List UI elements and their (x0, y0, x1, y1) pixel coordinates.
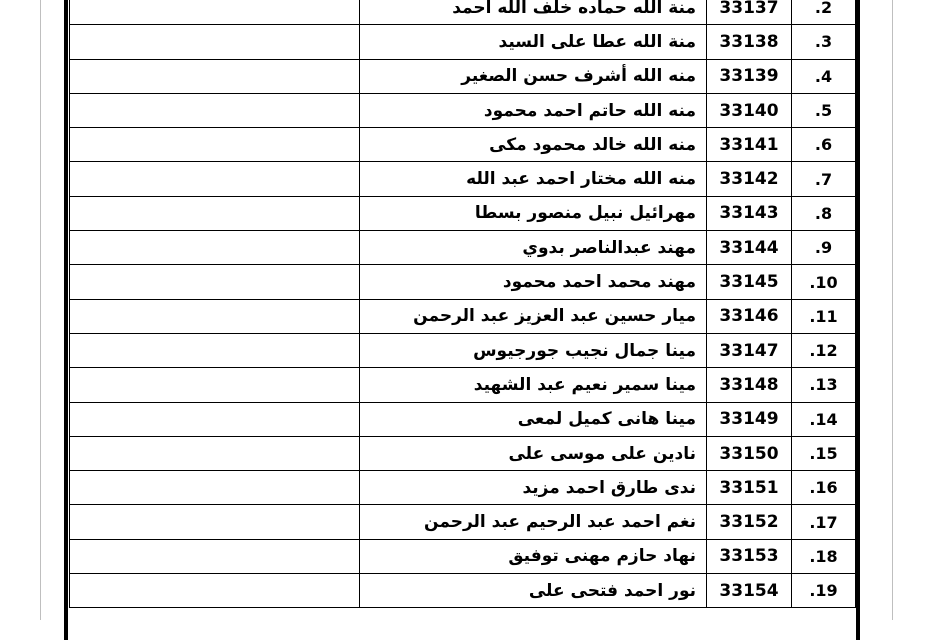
row-index-cell: .12 (792, 333, 856, 367)
notes-cell (70, 505, 360, 539)
student-name-cell: مينا هانى كميل لمعى (360, 402, 707, 436)
row-index-cell: .6 (792, 128, 856, 162)
table-row (70, 59, 856, 93)
student-name-cell: منه الله مختار احمد عبد الله (360, 162, 707, 196)
student-name-cell: نغم احمد عبد الرحيم عبد الرحمن (360, 505, 707, 539)
notes-cell (70, 539, 360, 573)
table-row (70, 299, 856, 333)
page-edge-left (40, 0, 41, 620)
seat-number-cell: 33148 (707, 368, 792, 402)
seat-number-cell: 33144 (707, 231, 792, 265)
student-name-cell: ندى طارق احمد مزيد (360, 471, 707, 505)
row-index-cell: .15 (792, 436, 856, 470)
notes-cell (70, 368, 360, 402)
student-name-cell: منه الله أشرف حسن الصغير (360, 59, 707, 93)
row-index-cell: .11 (792, 299, 856, 333)
row-index-cell: .19 (792, 574, 856, 608)
notes-cell (70, 231, 360, 265)
table-row (70, 231, 856, 265)
student-name-cell: منة الله حماده خلف الله احمد (360, 0, 707, 25)
row-index-cell: .13 (792, 368, 856, 402)
notes-cell (70, 299, 360, 333)
notes-cell (70, 25, 360, 59)
roster-body (70, 0, 856, 608)
seat-number-cell: 33146 (707, 299, 792, 333)
row-index-cell: .10 (792, 265, 856, 299)
seat-number-cell: 33154 (707, 574, 792, 608)
table-row (70, 539, 856, 573)
table-row (70, 265, 856, 299)
student-name-cell: مينا سمير نعيم عبد الشهيد (360, 368, 707, 402)
seat-number-cell: 33149 (707, 402, 792, 436)
seat-number-cell: 33153 (707, 539, 792, 573)
row-index-cell: .14 (792, 402, 856, 436)
table-row (70, 162, 856, 196)
notes-cell (70, 265, 360, 299)
table-row (70, 128, 856, 162)
table-row (70, 471, 856, 505)
student-name-cell: مهند محمد احمد محمود (360, 265, 707, 299)
notes-cell (70, 59, 360, 93)
student-name-cell: مهند عبدالناصر بدوي (360, 231, 707, 265)
notes-cell (70, 471, 360, 505)
seat-number-cell: 33145 (707, 265, 792, 299)
seat-number-cell: 33139 (707, 59, 792, 93)
table-row (70, 196, 856, 230)
table-row (70, 436, 856, 470)
row-index-cell: .8 (792, 196, 856, 230)
seat-number-cell: 33141 (707, 128, 792, 162)
notes-cell (70, 128, 360, 162)
notes-cell (70, 436, 360, 470)
notes-cell (70, 196, 360, 230)
row-index-cell: .16 (792, 471, 856, 505)
row-index-cell: .3 (792, 25, 856, 59)
notes-cell (70, 0, 360, 25)
row-index-cell: .18 (792, 539, 856, 573)
student-name-cell: منه الله خالد محمود مكى (360, 128, 707, 162)
table-row (70, 25, 856, 59)
student-roster-table (69, 0, 856, 608)
notes-cell (70, 162, 360, 196)
student-name-cell: نادين على موسى على (360, 436, 707, 470)
seat-number-cell: 33150 (707, 436, 792, 470)
student-name-cell: نهاد حازم مهنى توفيق (360, 539, 707, 573)
notes-cell (70, 402, 360, 436)
notes-cell (70, 93, 360, 127)
table-row (70, 368, 856, 402)
seat-number-cell: 33147 (707, 333, 792, 367)
student-name-cell: نور احمد فتحى على (360, 574, 707, 608)
student-name-cell: ميار حسين عبد العزيز عبد الرحمن (360, 299, 707, 333)
row-index-cell: .5 (792, 93, 856, 127)
seat-number-cell: 33137 (707, 0, 792, 25)
row-index-cell: .7 (792, 162, 856, 196)
notes-cell (70, 574, 360, 608)
table-row (70, 574, 856, 608)
table-row (70, 93, 856, 127)
seat-number-cell: 33140 (707, 93, 792, 127)
row-index-cell: .4 (792, 59, 856, 93)
student-name-cell: منة الله عطا على السيد (360, 25, 707, 59)
seat-number-cell: 33138 (707, 25, 792, 59)
notes-cell (70, 333, 360, 367)
row-index-cell: .2 (792, 0, 856, 25)
seat-number-cell: 33152 (707, 505, 792, 539)
student-name-cell: مهرائيل نبيل منصور بسطا (360, 196, 707, 230)
row-index-cell: .9 (792, 231, 856, 265)
table-row (70, 333, 856, 367)
seat-number-cell: 33142 (707, 162, 792, 196)
table-row (70, 0, 856, 25)
table-row (70, 402, 856, 436)
table-row (70, 505, 856, 539)
seat-number-cell: 33151 (707, 471, 792, 505)
row-index-cell: .17 (792, 505, 856, 539)
page-edge-right (892, 0, 893, 620)
student-name-cell: مينا جمال نجيب جورجيوس (360, 333, 707, 367)
student-name-cell: منه الله حاتم احمد محمود (360, 93, 707, 127)
seat-number-cell: 33143 (707, 196, 792, 230)
